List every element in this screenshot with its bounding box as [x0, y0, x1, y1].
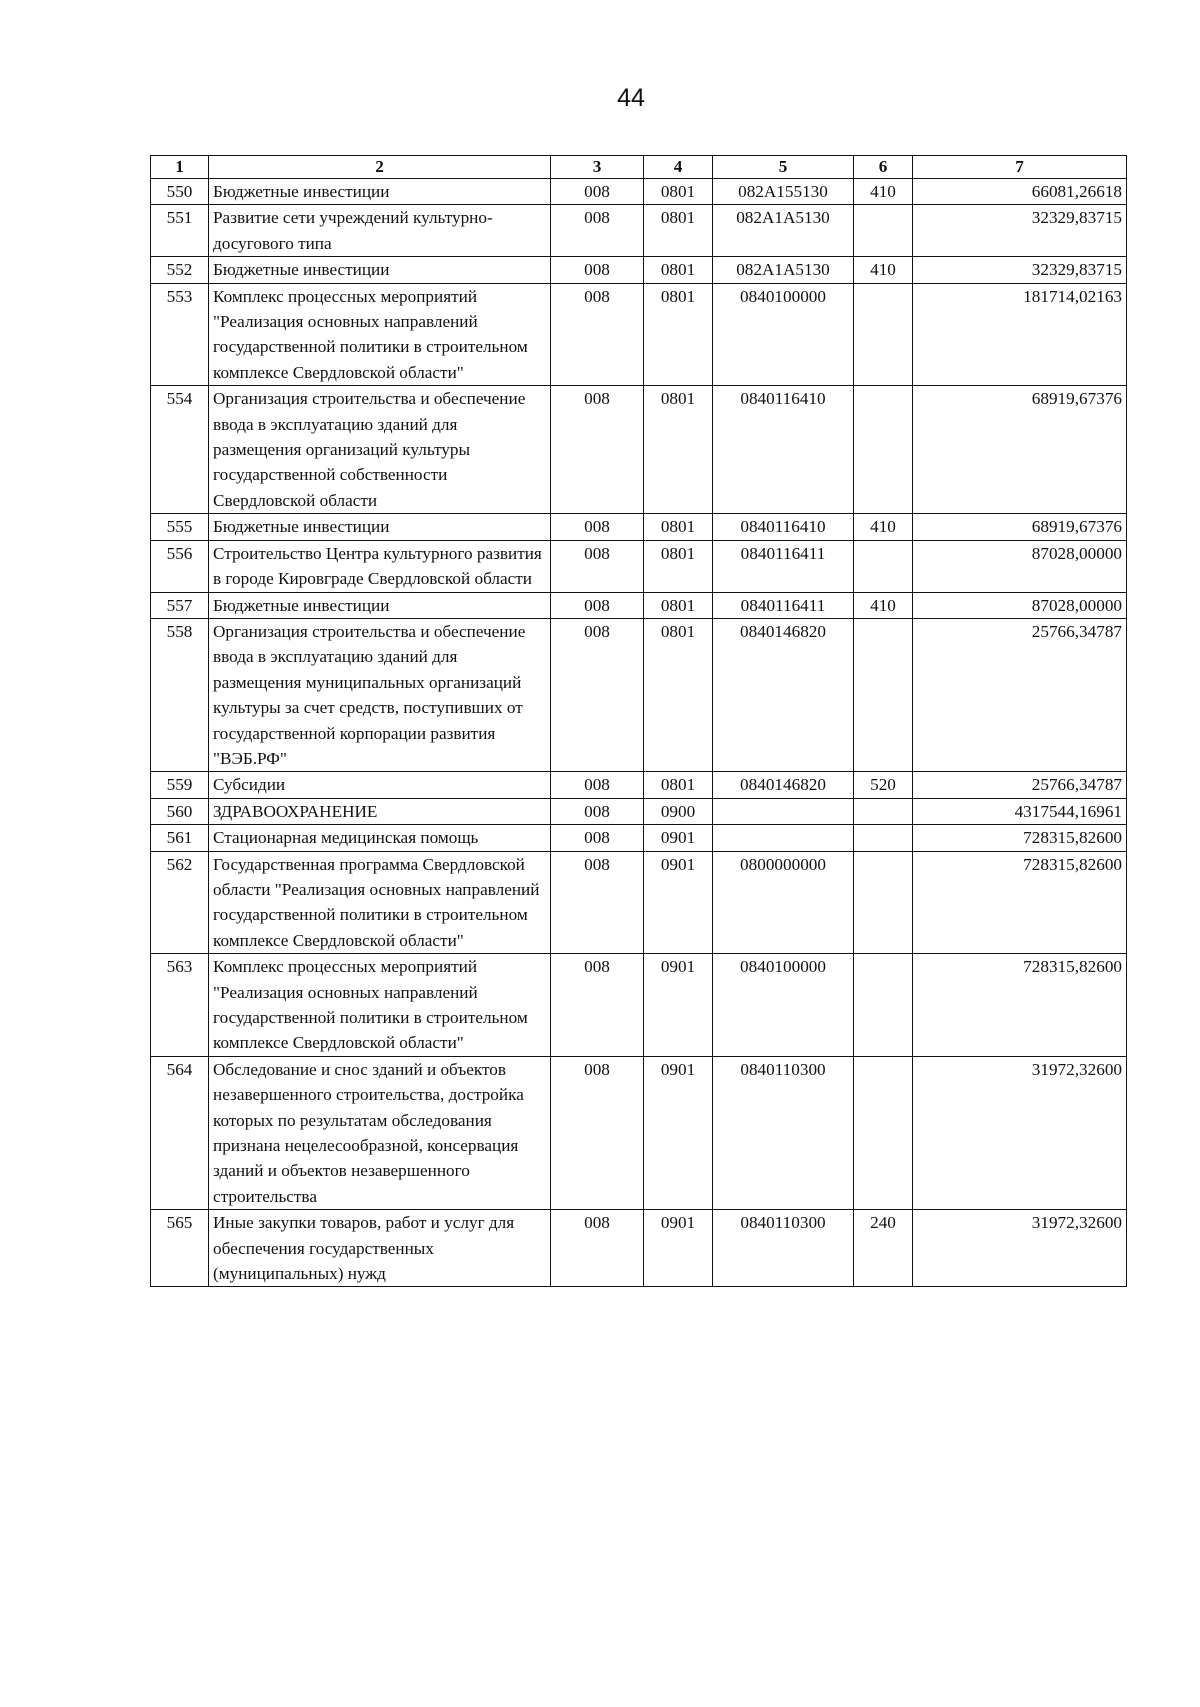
row-code-6: [854, 618, 913, 771]
row-code-4: 0801: [644, 205, 713, 257]
row-code-4: 0901: [644, 1210, 713, 1287]
row-amount: 31972,32600: [913, 1210, 1127, 1287]
row-number: 550: [151, 179, 209, 205]
row-code-3: 008: [551, 386, 644, 514]
table-row: [151, 514, 1127, 540]
row-code-5: 0800000000: [713, 851, 854, 954]
row-code-5: 0840100000: [713, 954, 854, 1057]
row-number: 557: [151, 592, 209, 618]
row-code-5: 0840116411: [713, 592, 854, 618]
row-name: Обследование и снос зданий и объектов незавершенного строительства, достройка которых по результатам обследования признана нецелесообразной, консервация зданий и объектов незавершенного строительства: [209, 1056, 551, 1209]
row-code-4: 0801: [644, 772, 713, 798]
table-row: [151, 618, 1127, 771]
table-row: [151, 851, 1127, 954]
row-number: 561: [151, 825, 209, 851]
row-code-6: 520: [854, 772, 913, 798]
row-code-3: 008: [551, 592, 644, 618]
row-code-4: 0901: [644, 851, 713, 954]
header-cell: 4: [644, 156, 713, 179]
row-number: 554: [151, 386, 209, 514]
row-number: 563: [151, 954, 209, 1057]
header-cell: 1: [151, 156, 209, 179]
row-code-6: [854, 205, 913, 257]
row-name: Бюджетные инвестиции: [209, 592, 551, 618]
row-name: Бюджетные инвестиции: [209, 179, 551, 205]
row-code-5: 0840146820: [713, 772, 854, 798]
row-code-5: [713, 798, 854, 824]
row-name: Стационарная медицинская помощь: [209, 825, 551, 851]
row-name: Комплекс процессных мероприятий "Реализация основных направлений государственной политики в строительном комплексе Свердловской области": [209, 283, 551, 386]
row-code-3: 008: [551, 1210, 644, 1287]
row-code-3: 008: [551, 851, 644, 954]
row-amount: 728315,82600: [913, 825, 1127, 851]
row-amount: 728315,82600: [913, 851, 1127, 954]
table-row: [151, 386, 1127, 514]
budget-table: [150, 155, 1127, 1287]
table-row: [151, 205, 1127, 257]
row-amount: 4317544,16961: [913, 798, 1127, 824]
table-row: [151, 1210, 1127, 1287]
row-amount: 25766,34787: [913, 772, 1127, 798]
row-code-6: [854, 825, 913, 851]
row-number: 565: [151, 1210, 209, 1287]
row-amount: 68919,67376: [913, 514, 1127, 540]
row-code-4: 0901: [644, 825, 713, 851]
row-amount: 66081,26618: [913, 179, 1127, 205]
row-code-6: [854, 540, 913, 592]
row-number: 552: [151, 257, 209, 283]
row-code-3: 008: [551, 825, 644, 851]
row-code-6: [854, 1056, 913, 1209]
row-code-6: [854, 851, 913, 954]
row-code-3: 008: [551, 1056, 644, 1209]
row-code-5: 0840110300: [713, 1210, 854, 1287]
row-code-4: 0801: [644, 540, 713, 592]
row-amount: 181714,02163: [913, 283, 1127, 386]
row-code-5: 0840116411: [713, 540, 854, 592]
row-code-3: 008: [551, 618, 644, 771]
table-row: [151, 798, 1127, 824]
row-name: Государственная программа Свердловской области "Реализация основных направлений государственной политики в строительном комплексе Свердловской области": [209, 851, 551, 954]
table-row: [151, 179, 1127, 205]
row-code-5: 082A155130: [713, 179, 854, 205]
row-code-3: 008: [551, 954, 644, 1057]
row-name: Бюджетные инвестиции: [209, 257, 551, 283]
row-code-6: [854, 386, 913, 514]
header-cell: 7: [913, 156, 1127, 179]
row-code-6: 410: [854, 257, 913, 283]
row-name: Бюджетные инвестиции: [209, 514, 551, 540]
table-row: [151, 283, 1127, 386]
row-number: 558: [151, 618, 209, 771]
header-cell: 5: [713, 156, 854, 179]
row-code-4: 0901: [644, 954, 713, 1057]
header-cell: 2: [209, 156, 551, 179]
row-number: 560: [151, 798, 209, 824]
table-row: [151, 772, 1127, 798]
row-amount: 87028,00000: [913, 592, 1127, 618]
header-cell: 3: [551, 156, 644, 179]
row-amount: 32329,83715: [913, 257, 1127, 283]
row-amount: 87028,00000: [913, 540, 1127, 592]
row-code-3: 008: [551, 179, 644, 205]
row-code-6: [854, 954, 913, 1057]
row-code-6: 240: [854, 1210, 913, 1287]
row-code-5: 0840116410: [713, 514, 854, 540]
row-code-4: 0801: [644, 257, 713, 283]
row-code-4: 0801: [644, 514, 713, 540]
row-amount: 25766,34787: [913, 618, 1127, 771]
row-code-5: 082A1A5130: [713, 205, 854, 257]
row-code-5: 0840100000: [713, 283, 854, 386]
row-name: Организация строительства и обеспечение ввода в эксплуатацию зданий для размещения муниципальных организаций культуры за счет средств, поступивших от государственной корпорации развития "ВЭБ.РФ": [209, 618, 551, 771]
row-number: 551: [151, 205, 209, 257]
row-code-6: [854, 798, 913, 824]
table-body: [151, 179, 1127, 1287]
row-code-4: 0801: [644, 386, 713, 514]
row-code-5: 082A1A5130: [713, 257, 854, 283]
row-code-5: 0840110300: [713, 1056, 854, 1209]
table-row: [151, 825, 1127, 851]
row-amount: 68919,67376: [913, 386, 1127, 514]
row-name: ЗДРАВООХРАНЕНИЕ: [209, 798, 551, 824]
table-row: [151, 540, 1127, 592]
row-code-4: 0801: [644, 283, 713, 386]
row-number: 555: [151, 514, 209, 540]
row-amount: 32329,83715: [913, 205, 1127, 257]
row-code-3: 008: [551, 772, 644, 798]
page-number: 44: [617, 84, 645, 112]
row-name: Иные закупки товаров, работ и услуг для обеспечения государственных (муниципальных) нужд: [209, 1210, 551, 1287]
row-name: Развитие сети учреждений культурно-досугового типа: [209, 205, 551, 257]
table-row: [151, 1056, 1127, 1209]
row-code-6: 410: [854, 179, 913, 205]
row-number: 564: [151, 1056, 209, 1209]
row-number: 553: [151, 283, 209, 386]
row-code-6: 410: [854, 514, 913, 540]
row-number: 556: [151, 540, 209, 592]
row-number: 562: [151, 851, 209, 954]
row-code-3: 008: [551, 514, 644, 540]
table-row: [151, 954, 1127, 1057]
header-cell: 6: [854, 156, 913, 179]
row-code-4: 0801: [644, 592, 713, 618]
row-code-3: 008: [551, 205, 644, 257]
row-amount: 728315,82600: [913, 954, 1127, 1057]
row-name: Организация строительства и обеспечение ввода в эксплуатацию зданий для размещения организаций культуры государственной собственности Свердловской области: [209, 386, 551, 514]
row-name: Субсидии: [209, 772, 551, 798]
row-name: Строительство Центра культурного развития в городе Кировграде Свердловской области: [209, 540, 551, 592]
row-code-4: 0801: [644, 618, 713, 771]
table-row: [151, 257, 1127, 283]
row-code-5: [713, 825, 854, 851]
row-code-3: 008: [551, 257, 644, 283]
row-code-4: 0901: [644, 1056, 713, 1209]
row-code-5: 0840116410: [713, 386, 854, 514]
row-name: Комплекс процессных мероприятий "Реализация основных направлений государственной политики в строительном комплексе Свердловской области": [209, 954, 551, 1057]
row-code-3: 008: [551, 540, 644, 592]
row-code-6: 410: [854, 592, 913, 618]
row-code-4: 0900: [644, 798, 713, 824]
row-amount: 31972,32600: [913, 1056, 1127, 1209]
row-code-6: [854, 283, 913, 386]
header-row: [151, 156, 1127, 179]
row-number: 559: [151, 772, 209, 798]
row-code-4: 0801: [644, 179, 713, 205]
table-row: [151, 592, 1127, 618]
row-code-5: 0840146820: [713, 618, 854, 771]
row-code-3: 008: [551, 283, 644, 386]
row-code-3: 008: [551, 798, 644, 824]
